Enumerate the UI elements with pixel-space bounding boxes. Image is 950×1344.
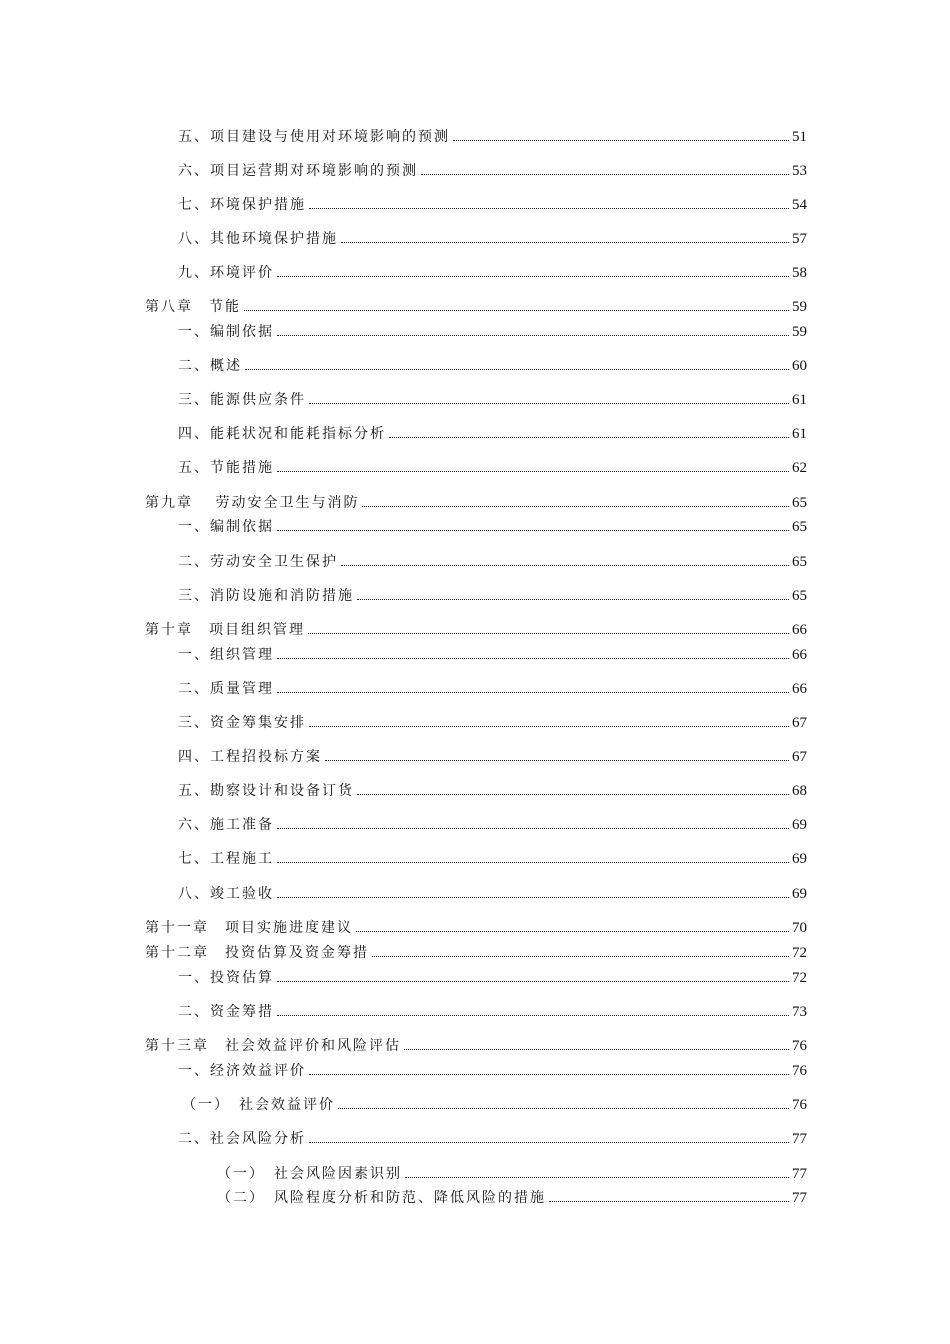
toc-entry-page: 76 (792, 1097, 807, 1113)
toc-entry-label: 第九章 劳动安全卫生与消防 (145, 495, 360, 511)
toc-entry[interactable] (182, 1095, 807, 1115)
toc-entry[interactable] (178, 781, 807, 801)
leader-dots (341, 564, 789, 566)
toc-entry[interactable] (178, 195, 807, 215)
toc-entry-page: 77 (792, 1131, 807, 1147)
toc-entry-page: 65 (792, 519, 807, 535)
leader-dots (277, 827, 789, 829)
leader-dots (362, 505, 789, 507)
toc-chapter-entry[interactable] (145, 1036, 807, 1056)
leader-dots (309, 207, 789, 209)
toc-entry-page: 59 (792, 324, 807, 340)
toc-entry-label: 六、项目运营期对环境影响的预测 (178, 163, 418, 179)
leader-dots (309, 725, 789, 727)
toc-entry-label: 四、工程招投标方案 (178, 749, 322, 765)
toc-entry[interactable] (178, 229, 807, 249)
leader-dots (277, 529, 789, 531)
toc-entry-label: 五、节能措施 (178, 460, 274, 476)
toc-entry-page: 66 (792, 681, 807, 697)
toc-entry[interactable] (178, 884, 807, 904)
toc-entry-page: 60 (792, 358, 807, 374)
leader-dots (277, 334, 789, 336)
toc-entry-page: 73 (792, 1004, 807, 1020)
toc-entry-label: 七、工程施工 (178, 851, 274, 867)
toc-entry-page: 72 (792, 970, 807, 986)
toc-entry[interactable] (178, 849, 807, 869)
toc-entry[interactable] (178, 424, 807, 444)
toc-entry-label: 第十一章 项目实施进度建议 (145, 920, 353, 936)
toc-entry-label: 一、组织管理 (178, 647, 274, 663)
toc-entry-label: 五、勘察设计和设备订货 (178, 783, 354, 799)
toc-entry-page: 76 (792, 1038, 807, 1054)
leader-dots (325, 759, 789, 761)
toc-entry-label: 第十章 项目组织管理 (145, 622, 305, 638)
toc-entry[interactable] (178, 517, 807, 537)
toc-entry[interactable] (178, 161, 807, 181)
leader-dots (372, 955, 789, 957)
toc-chapter-entry[interactable] (145, 918, 807, 938)
toc-entry-label: （二） 风险程度分析和防范、降低风险的措施 (217, 1190, 546, 1206)
leader-dots (357, 793, 789, 795)
leader-dots (277, 691, 789, 693)
toc-entry-label: （一） 社会效益评价 (182, 1097, 335, 1113)
toc-entry-label: 六、施工准备 (178, 817, 274, 833)
leader-dots (277, 896, 789, 898)
toc-chapter-entry[interactable] (145, 620, 807, 640)
toc-entry-page: 69 (792, 817, 807, 833)
leader-dots (277, 1014, 789, 1016)
toc-entry[interactable] (178, 127, 807, 147)
leader-dots (277, 980, 789, 982)
leader-dots (356, 930, 789, 932)
toc-entry[interactable] (178, 552, 807, 572)
leader-dots (549, 1200, 789, 1202)
toc-entry[interactable] (178, 1002, 807, 1022)
toc-entry-page: 77 (792, 1190, 807, 1206)
toc-entry-label: 二、质量管理 (178, 681, 274, 697)
toc-entry-page: 57 (792, 231, 807, 247)
toc-entry-page: 65 (792, 554, 807, 570)
toc-entry[interactable] (178, 356, 807, 376)
leader-dots (404, 1048, 789, 1050)
toc-chapter-entry[interactable] (145, 297, 807, 317)
toc-entry-page: 72 (792, 945, 807, 961)
toc-entry-label: 五、项目建设与使用对环境影响的预测 (178, 129, 450, 145)
toc-entry-page: 53 (792, 163, 807, 179)
toc-entry[interactable] (178, 815, 807, 835)
toc-entry-page: 65 (792, 588, 807, 604)
toc-entry-label: 三、消防设施和消防措施 (178, 588, 354, 604)
leader-dots (338, 1107, 789, 1109)
toc-entry-label: 第十二章 投资估算及资金筹措 (145, 945, 369, 961)
toc-entry[interactable] (178, 1061, 807, 1081)
toc-chapter-entry[interactable] (145, 493, 807, 513)
leader-dots (421, 173, 789, 175)
toc-entry[interactable] (178, 1129, 807, 1149)
toc-entry[interactable] (178, 747, 807, 767)
toc-entry-label: （一） 社会风险因素识别 (217, 1166, 402, 1182)
leader-dots (277, 861, 789, 863)
toc-entry-label: 二、劳动安全卫生保护 (178, 554, 338, 570)
toc-entry-label: 二、概述 (178, 358, 242, 374)
leader-dots (277, 657, 789, 659)
toc-entry[interactable] (178, 322, 807, 342)
toc-entry-page: 54 (792, 197, 807, 213)
toc-entry-page: 51 (792, 129, 807, 145)
toc-entry-page: 69 (792, 886, 807, 902)
toc-entry-page: 62 (792, 460, 807, 476)
toc-entry[interactable] (217, 1188, 807, 1208)
toc-entry[interactable] (178, 586, 807, 606)
toc-entry-page: 69 (792, 851, 807, 867)
toc-entry-page: 77 (792, 1166, 807, 1182)
toc-entry-label: 四、能耗状况和能耗指标分析 (178, 426, 386, 442)
leader-dots (309, 402, 789, 404)
toc-entry-label: 八、其他环境保护措施 (178, 231, 338, 247)
toc-entry-page: 61 (792, 392, 807, 408)
toc-entry[interactable] (178, 645, 807, 665)
leader-dots (341, 241, 789, 243)
toc-entry-label: 二、社会风险分析 (178, 1131, 306, 1147)
toc-entry-page: 61 (792, 426, 807, 442)
leader-dots (453, 139, 789, 141)
toc-entry-page: 67 (792, 715, 807, 731)
leader-dots (309, 1073, 789, 1075)
leader-dots (389, 436, 789, 438)
toc-entry[interactable] (178, 679, 807, 699)
toc-entry-label: 七、环境保护措施 (178, 197, 306, 213)
toc-entry-page: 58 (792, 265, 807, 281)
toc-chapter-entry[interactable] (145, 943, 807, 963)
toc-entry-label: 三、资金筹集安排 (178, 715, 306, 731)
leader-dots (357, 598, 789, 600)
toc-entry[interactable] (178, 458, 807, 478)
toc-entry-page: 65 (792, 495, 807, 511)
leader-dots (245, 368, 789, 370)
toc-entry-page: 66 (792, 647, 807, 663)
toc-entry[interactable] (178, 390, 807, 410)
toc-entry-label: 一、编制依据 (178, 324, 274, 340)
leader-dots (308, 632, 789, 634)
toc-entry-label: 一、投资估算 (178, 970, 274, 986)
toc-entry-page: 66 (792, 622, 807, 638)
toc-entry-page: 67 (792, 749, 807, 765)
toc-entry[interactable] (178, 713, 807, 733)
toc-entry[interactable] (178, 968, 807, 988)
toc-entry-page: 59 (792, 299, 807, 315)
toc-entry-label: 八、竣工验收 (178, 886, 274, 902)
leader-dots (244, 309, 789, 311)
toc-entry-label: 第十三章 社会效益评价和风险评估 (145, 1038, 401, 1054)
leader-dots (405, 1176, 789, 1178)
toc-entry-label: 二、资金筹措 (178, 1004, 274, 1020)
toc-entry-label: 第八章 节能 (145, 299, 241, 315)
toc-entry-label: 一、经济效益评价 (178, 1063, 306, 1079)
toc-entry[interactable] (178, 263, 807, 283)
toc-entry-page: 70 (792, 920, 807, 936)
toc-entry-label: 一、编制依据 (178, 519, 274, 535)
toc-entry-page: 68 (792, 783, 807, 799)
leader-dots (277, 470, 789, 472)
toc-entry[interactable] (217, 1164, 807, 1184)
toc-entry-page: 76 (792, 1063, 807, 1079)
toc-entry-label: 三、能源供应条件 (178, 392, 306, 408)
leader-dots (277, 275, 789, 277)
leader-dots (309, 1141, 789, 1143)
toc-entry-label: 九、环境评价 (178, 265, 274, 281)
